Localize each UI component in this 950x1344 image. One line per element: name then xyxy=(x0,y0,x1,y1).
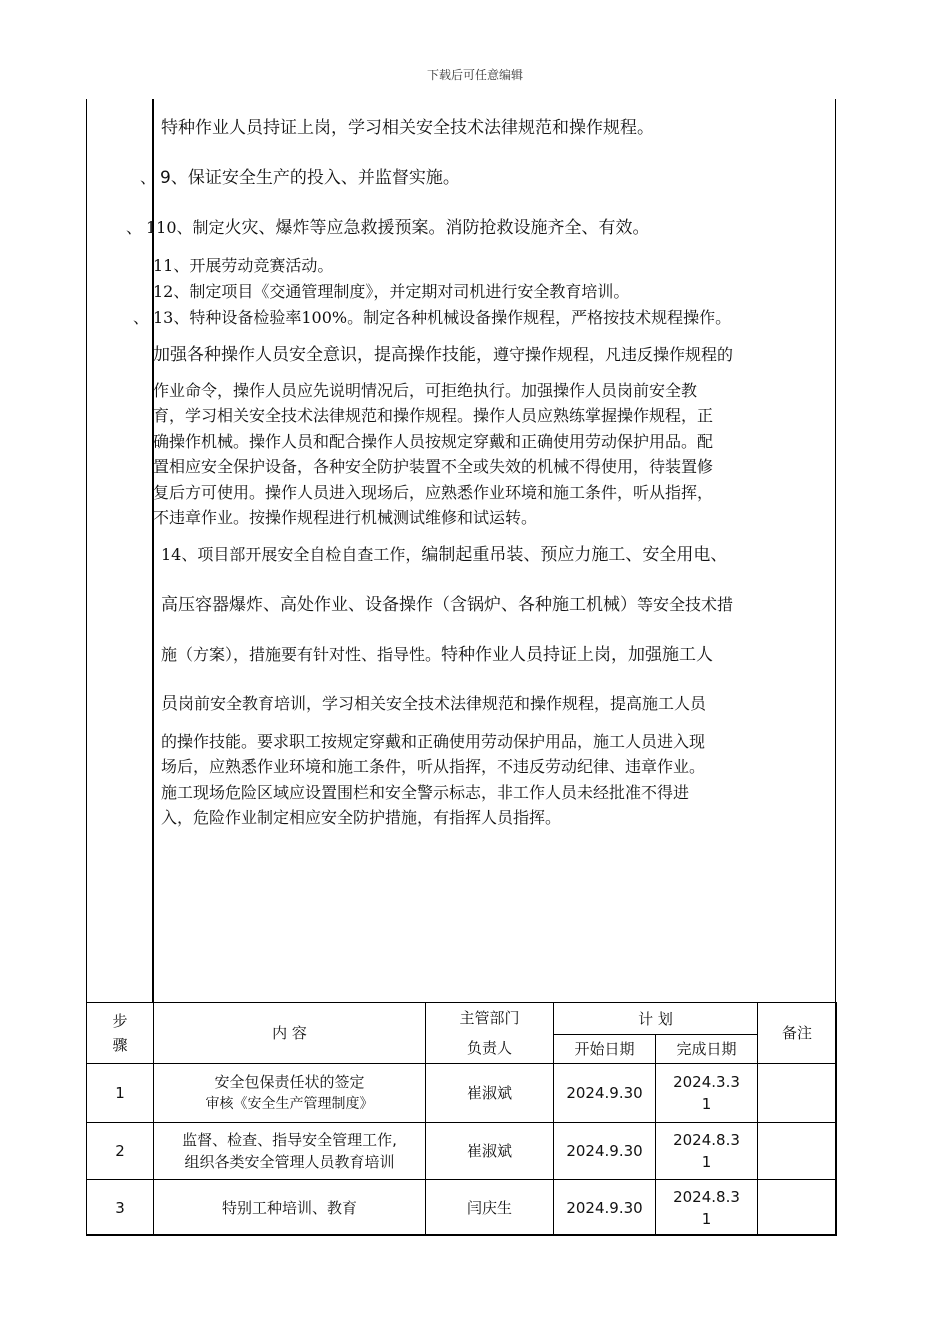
row-end-date: 2024.8.3 1 xyxy=(656,1123,758,1180)
para2-line-1: 14、项目部开展安全自检自查工作，编制起重吊装、预应力施工、安全用电、 xyxy=(161,545,728,565)
para1-line: 复后方可使用。操作人员进入现场后，应熟悉作业环境和施工条件，听从指挥， xyxy=(153,482,714,502)
line-12: 12、制定项目《交通管理制度》，并定期对司机进行安全教育培训。 xyxy=(153,282,630,301)
row-step: 2 xyxy=(87,1123,154,1180)
line-9: 9、保证安全生产的投入、并监督实施。 xyxy=(160,168,460,188)
header-dept: 主管部门 负责人 xyxy=(426,1003,554,1064)
para1-line: 作业命令，操作人员应先说明情况后，可拒绝执行。加强操作人员岗前安全教 xyxy=(153,381,698,400)
row-start-date: 2024.9.30 xyxy=(554,1064,656,1123)
row-person: 闫庆生 xyxy=(426,1180,554,1236)
line-10-mark: 、 xyxy=(126,218,143,237)
table-row xyxy=(87,1123,837,1180)
row-note xyxy=(758,1123,837,1180)
header-step: 步骤 xyxy=(87,1003,154,1064)
header-note: 备注 xyxy=(758,1003,837,1064)
page-header: 下载后可任意编辑 xyxy=(426,68,523,82)
header-plan: 计 划 xyxy=(554,1003,758,1035)
row-start-date: 2024.9.30 xyxy=(554,1123,656,1180)
table-row xyxy=(87,1064,837,1123)
line-10: 110、制定火灾、爆炸等应急救援预案。消防抢救设施齐全、有效。 xyxy=(146,218,650,238)
para2-line: 的操作技能。要求职工按规定穿戴和正确使用劳动保护用品，施工人员进入现 xyxy=(161,732,706,751)
para1-line: 置相应安全保护设备，各种安全防护装置不全或失效的机械不得使用，待装置修 xyxy=(153,457,714,477)
line-11: 11、开展劳动竞赛活动。 xyxy=(153,256,334,275)
row-person: 崔淑斌 xyxy=(426,1123,554,1180)
line-9-mark: 、 xyxy=(140,168,157,187)
para2-line-4: 员岗前安全教育培训，学习相关安全技术法律规范和操作规程，提高施工人员 xyxy=(161,694,707,714)
row-content: 监督、检查、指导安全管理工作, 组织各类安全管理人员教育培训 xyxy=(154,1123,426,1180)
para1-line: 不违章作业。按操作规程进行机械测试维修和试运转。 xyxy=(153,508,538,528)
para1-line: 育，学习相关安全技术法律规范和操作规程。操作人员应熟练掌握操作规程，正 xyxy=(153,406,714,426)
row-end-date: 2024.3.3 1 xyxy=(656,1064,758,1123)
line-13: 13、特种设备检验率100%。制定各种机械设备操作规程，严格按技术规程操作。 xyxy=(153,308,732,327)
row-step: 1 xyxy=(87,1064,154,1123)
row-end-date: 2024.8.3 1 xyxy=(656,1180,758,1236)
line-special-workers: 特种作业人员持证上岗，学习相关安全技术法律规范和操作规程。 xyxy=(161,118,654,138)
para2-line: 施工现场危险区域应设置围栏和安全警示标志，非工作人员未经批准不得进 xyxy=(161,782,690,802)
row-step: 3 xyxy=(87,1180,154,1236)
plan-table xyxy=(86,1002,837,1236)
para2-body xyxy=(161,729,828,831)
line-13-mark: 、 xyxy=(133,308,150,327)
row-note xyxy=(758,1180,837,1236)
row-person: 崔淑斌 xyxy=(426,1064,554,1123)
para2-line: 场后，应熟悉作业环境和施工条件，听从指挥，不违反劳动纪律、违章作业。 xyxy=(161,757,706,777)
para2-line-3: 施（方案），措施要有针对性、指导性。特种作业人员持证上岗，加强施工人 xyxy=(161,645,714,665)
row-note xyxy=(758,1064,837,1123)
table-row xyxy=(87,1180,837,1236)
para2-line-2: 高压容器爆炸、高处作业、设备操作（含锅炉、各种施工机械）等安全技术措 xyxy=(161,595,734,615)
para1-body xyxy=(153,378,828,530)
header-start-date: 开始日期 xyxy=(554,1035,656,1064)
para2-line: 入，危险作业制定相应安全防护措施，有指挥人员指挥。 xyxy=(161,808,562,828)
table-header-row xyxy=(87,1003,837,1035)
row-content: 特别工种培训、教育 xyxy=(154,1180,426,1236)
header-end-date: 完成日期 xyxy=(656,1035,758,1064)
row-start-date: 2024.9.30 xyxy=(554,1180,656,1236)
header-content: 内 容 xyxy=(154,1003,426,1064)
para1-line: 确操作机械。操作人员和配合操作人员按规定穿戴和正确使用劳动保护用品。配 xyxy=(153,431,714,451)
row-content: 安全包保责任状的签定 审核《安全生产管理制度》 xyxy=(154,1064,426,1123)
para1-first-line: 加强各种操作人员安全意识，提高操作技能，遵守操作规程，凡违反操作规程的 xyxy=(153,345,734,365)
